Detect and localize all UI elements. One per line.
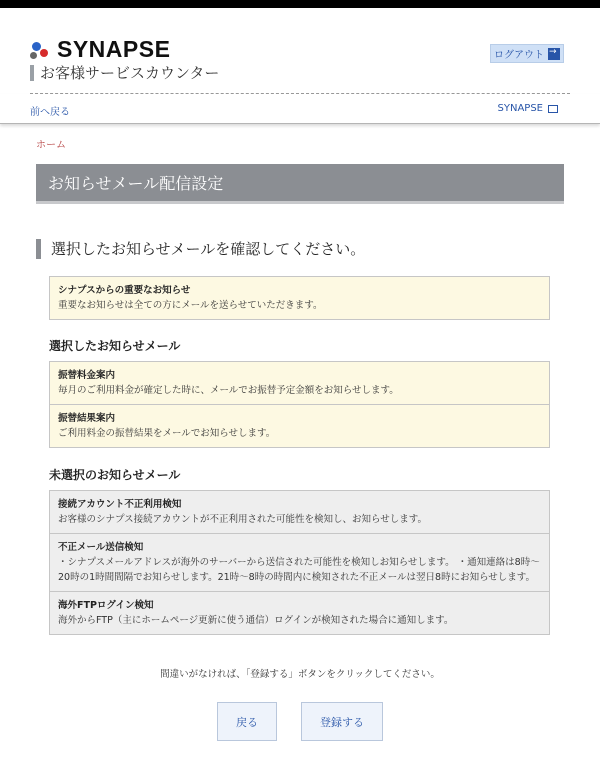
unselected-list: [49, 490, 550, 635]
item-title: 海外FTPログイン検知: [58, 600, 154, 611]
list-item: [49, 592, 550, 635]
item-desc: ご利用料金の振替結果をメールでお知らせします。: [58, 428, 276, 439]
breadcrumb-home[interactable]: ホーム: [36, 140, 66, 151]
list-item: [49, 361, 550, 405]
important-notice-box: [49, 276, 550, 320]
logout-label: ログアウト: [494, 50, 544, 61]
register-button[interactable]: [301, 702, 383, 741]
logo-text: SYNAPSE: [57, 36, 171, 62]
confirm-instruction: 間違いがなければ、「登録する」ボタンをクリックしてください。: [160, 669, 440, 680]
unselected-label: 未選択のお知らせメール: [49, 468, 181, 482]
back-button[interactable]: [217, 702, 277, 741]
item-title: 不正メール送信検知: [58, 542, 144, 553]
item-title: 振替結果案内: [58, 413, 116, 424]
synapse-external-link[interactable]: [498, 103, 558, 114]
item-desc: お客様のシナプス接続アカウントが不正利用された可能性を検知し、お知らせします。: [58, 514, 427, 525]
logout-button[interactable]: [490, 44, 564, 63]
list-item: [49, 490, 550, 534]
item-title: シナプスからの重要なお知らせ: [58, 285, 191, 296]
header: [0, 8, 600, 94]
list-item: [49, 405, 550, 448]
item-desc: 毎月のご利用料金が確定した時に、メールでお振替予定金額をお知らせします。: [58, 385, 399, 396]
list-item: [49, 534, 550, 592]
item-title: 振替料金案内: [58, 370, 116, 381]
page-title-text: お知らせメール配信設定: [48, 174, 224, 193]
logo-mark-icon: [30, 40, 54, 60]
item-desc: 重要なお知らせは全ての方にメールを送らせていただきます。: [58, 300, 323, 311]
back-button-label: 戻る: [236, 715, 258, 729]
register-button-label: 登録する: [320, 715, 364, 729]
section-heading: 選択したお知らせメールを確認してください。: [36, 239, 365, 259]
selected-label: 選択したお知らせメール: [49, 339, 181, 353]
item-title: 接続アカウント不正利用検知: [58, 499, 182, 510]
item-desc: 海外からFTP（主にホームページ更新に使う通信）ログインが検知された場合に通知します。: [58, 615, 454, 626]
top-bar: [0, 0, 600, 8]
item-desc: ・シナプスメールアドレスが海外のサーバーから送信された可能性を検知しお知らせします。 ・通知連絡は8時〜20時の1時間間隔でお知らせします。21時〜8時の時間内に検知された不正メールは翌日8時にお知らせします。: [58, 557, 540, 583]
external-window-icon: [548, 105, 558, 113]
synapse-link-label: SYNAPSE: [497, 103, 543, 114]
nav-row: [0, 94, 600, 124]
synapse-logo[interactable]: [30, 36, 170, 63]
page-title: [36, 164, 564, 204]
site-subtitle: お客様サービスカウンター: [30, 65, 219, 81]
back-link[interactable]: 前へ戻る: [30, 107, 70, 118]
list-item: [49, 276, 550, 320]
logout-icon: [548, 48, 560, 60]
selected-list: [49, 361, 550, 448]
